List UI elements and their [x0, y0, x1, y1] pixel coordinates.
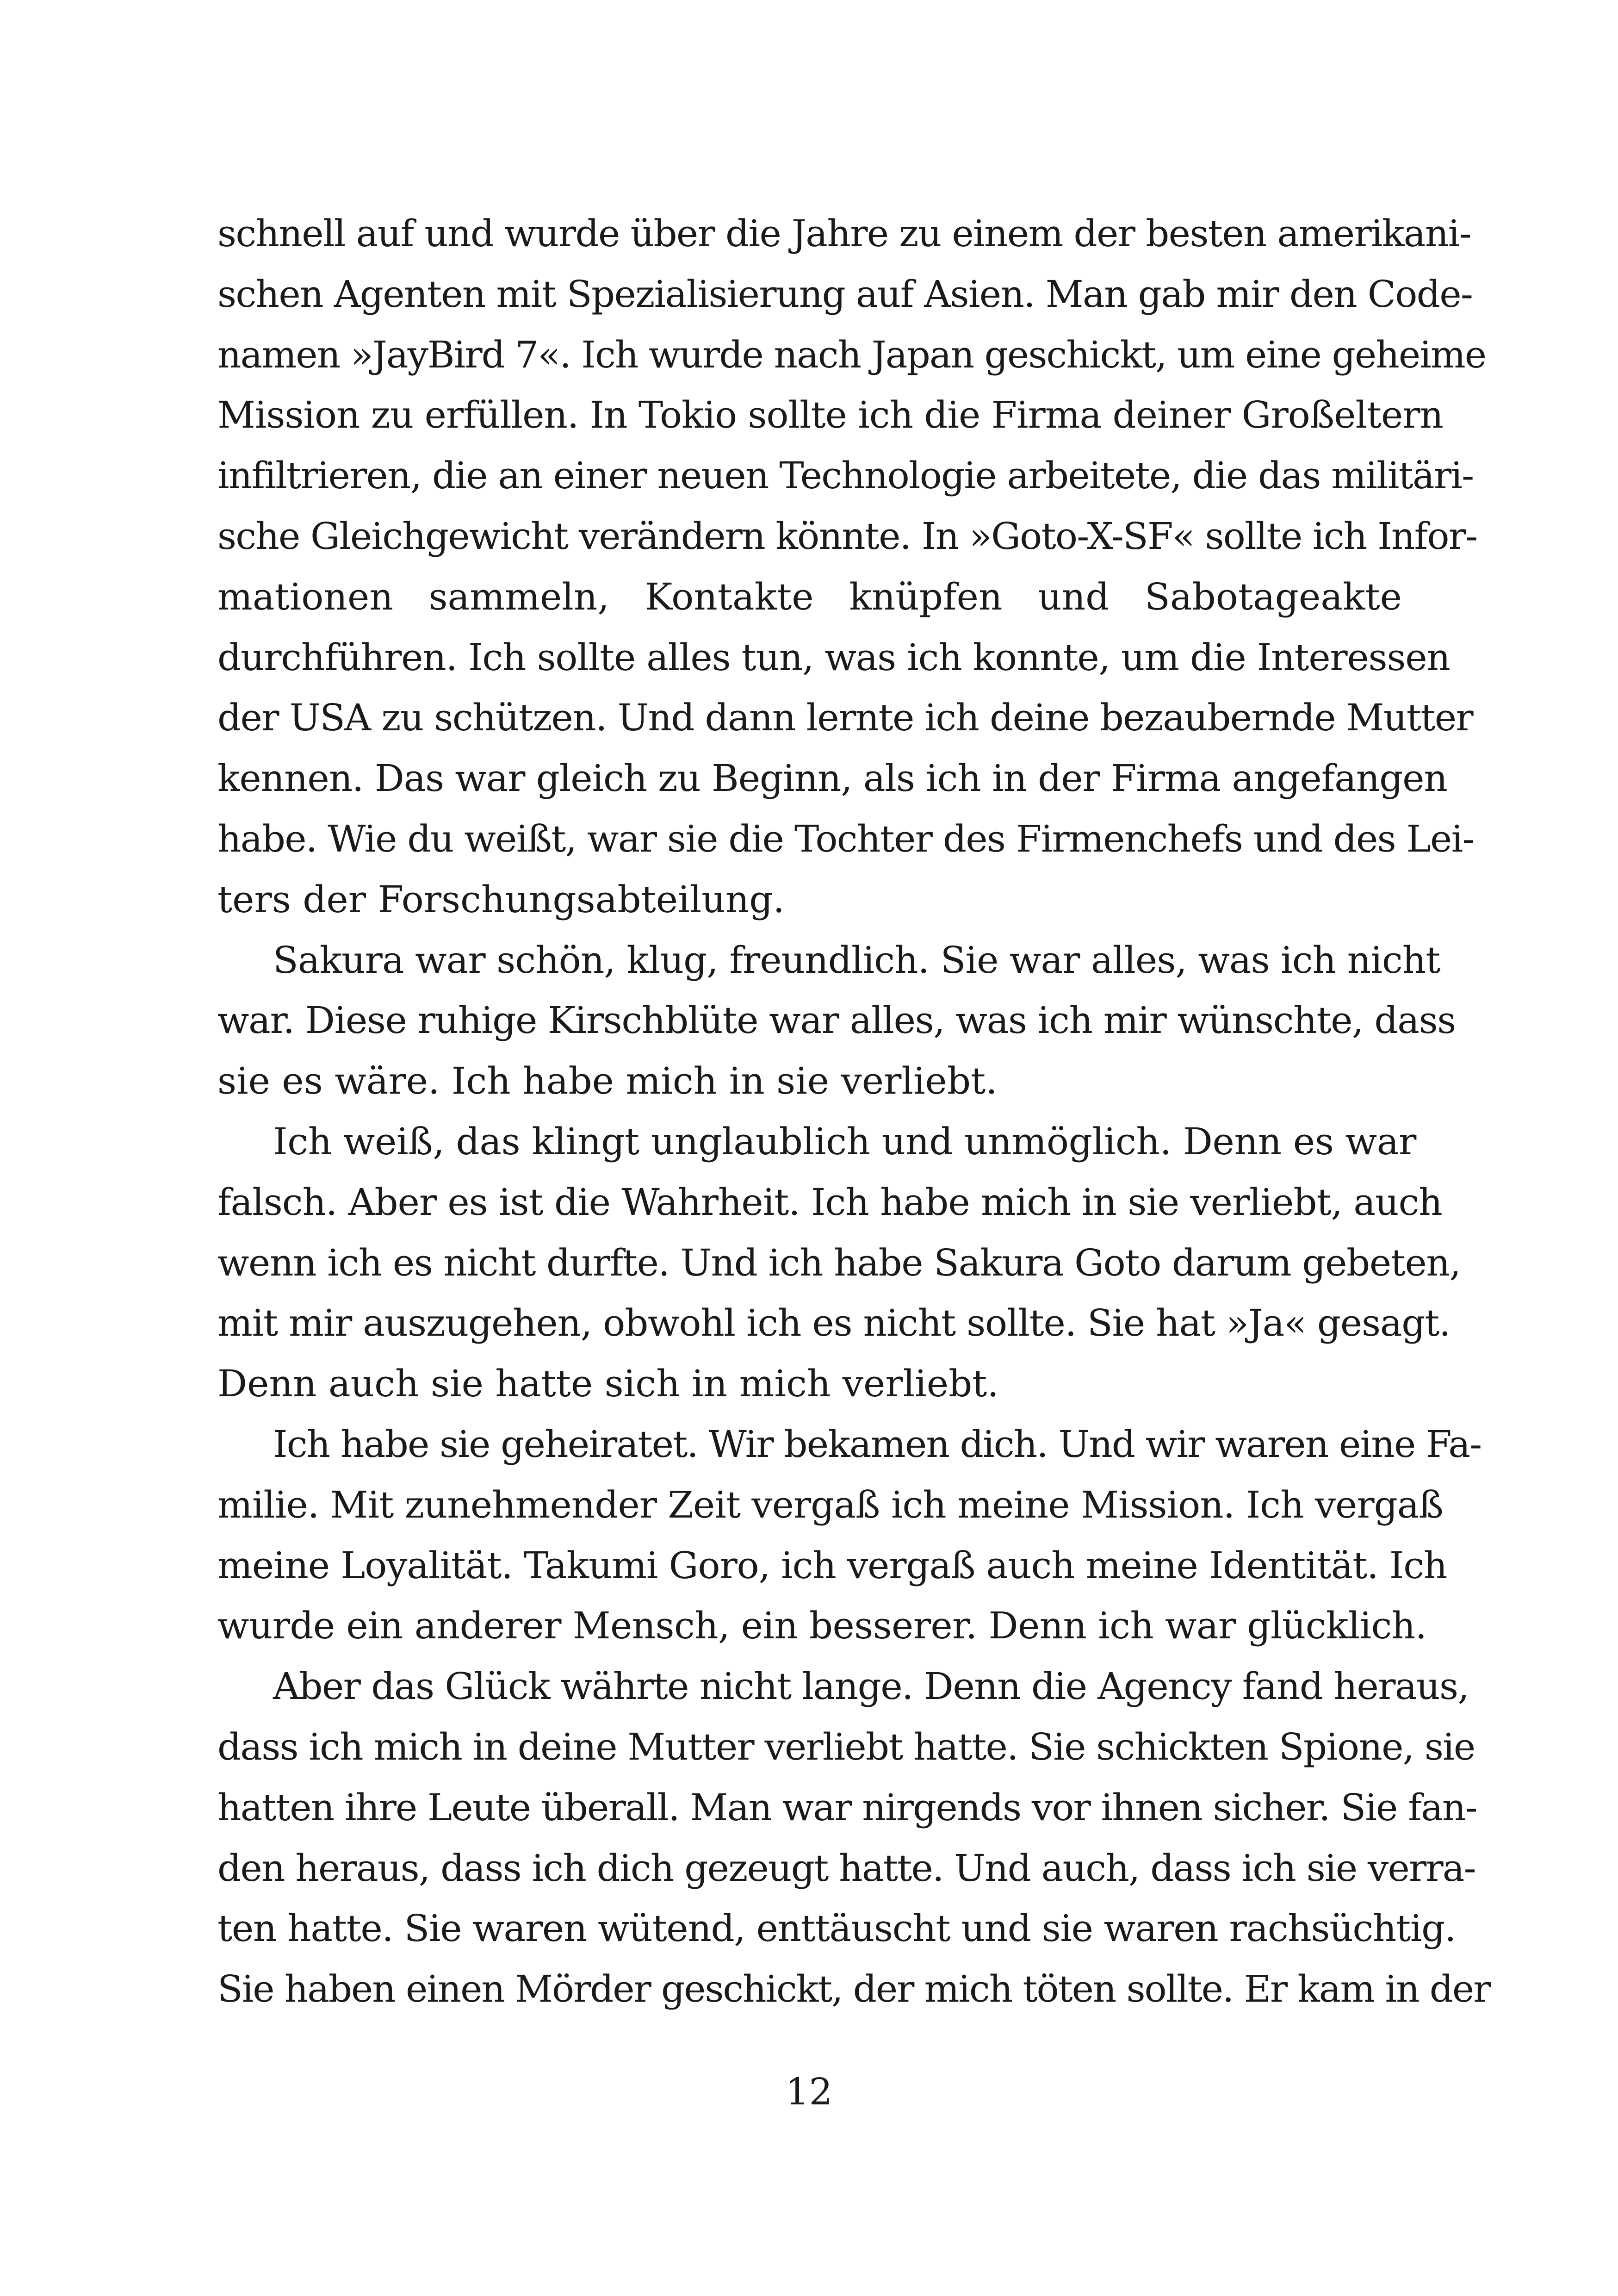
- text-line: milie. Mit zunehmender Zeit vergaß ich meine Mission. Ich vergaß: [217, 1483, 1443, 1526]
- text-line: Sakura war schön, klug, freundlich. Sie war alles, was ich nicht: [273, 938, 1440, 982]
- page-number: 12: [785, 2070, 833, 2113]
- paragraph: [217, 1112, 1461, 1414]
- paragraph: [217, 1656, 1490, 2020]
- text-line: schnell auf und wurde über die Jahre zu einem der besten amerikani-: [217, 212, 1471, 255]
- text-line: schen Agenten mit Spezialisierung auf Asien. Man gab mir den Code-: [217, 272, 1473, 316]
- text-line: der USA zu schützen. Und dann lernte ich deine bezaubernde Mutter: [217, 696, 1473, 740]
- text-line: Denn auch sie hatte sich in mich verliebt.: [217, 1362, 999, 1406]
- text-line: war. Diese ruhige Kirschblüte war alles, was ich mir wünschte, dass: [217, 999, 1456, 1042]
- text-line: ten hatte. Sie waren wütend, enttäuscht und sie waren rachsüchtig.: [217, 1907, 1456, 1950]
- text-line: sie es wäre. Ich habe mich in sie verliebt.: [217, 1059, 998, 1103]
- text-line: meine Loyalität. Takumi Goro, ich vergaß auch meine Identität. Ich: [217, 1543, 1447, 1587]
- text-line: dass ich mich in deine Mutter verliebt hatte. Sie schickten Spione, sie: [217, 1725, 1475, 1768]
- text-line: wenn ich es nicht durfte. Und ich habe Sakura Goto darum gebeten,: [217, 1241, 1461, 1284]
- text-line: mationen sammeln, Kontakte knüpfen und Sabotageakte: [217, 575, 1402, 618]
- text-line: namen »JayBird 7«. Ich wurde nach Japan geschickt, um eine geheime: [217, 333, 1486, 376]
- text-line: kennen. Das war gleich zu Beginn, als ich in der Firma angefangen: [217, 757, 1447, 800]
- text-line: wurde ein anderer Mensch, ein besserer. Denn ich war glücklich.: [217, 1604, 1427, 1648]
- text-line: habe. Wie du weißt, war sie die Tochter des Firmenchefs und des Lei-: [217, 817, 1474, 860]
- text-line: ters der Forschungsabteilung.: [217, 877, 785, 921]
- text-line: Sie haben einen Mörder geschickt, der mich töten sollte. Er kam in der: [217, 1967, 1490, 2011]
- paragraph: [217, 1414, 1482, 1656]
- text-line: mit mir auszugehen, obwohl ich es nicht sollte. Sie hat »Ja« gesagt.: [217, 1301, 1451, 1345]
- text-line: Ich habe sie geheiratet. Wir bekamen dich. Und wir waren eine Fa-: [273, 1422, 1482, 1466]
- text-line: infiltrieren, die an einer neuen Technologie arbeitete, die das militäri-: [217, 454, 1474, 498]
- text-line: durchführen. Ich sollte alles tun, was ich konnte, um die Interessen: [217, 635, 1450, 679]
- body-text: [217, 204, 1490, 2020]
- text-line: Ich weiß, das klingt unglaublich und unmöglich. Denn es war: [273, 1120, 1417, 1163]
- text-line: sche Gleichgewicht verändern könnte. In »Goto-X-SF« sollte ich Infor-: [217, 514, 1477, 558]
- text-line: Aber das Glück währte nicht lange. Denn die Agency fand heraus,: [273, 1665, 1469, 1708]
- text-line: falsch. Aber es ist die Wahrheit. Ich habe mich in sie verliebt, auch: [217, 1180, 1442, 1224]
- paragraph: [217, 204, 1486, 930]
- text-line: den heraus, dass ich dich gezeugt hatte. Und auch, dass ich sie verra-: [217, 1846, 1475, 1890]
- text-line: Mission zu erfüllen. In Tokio sollte ich die Firma deiner Großeltern: [217, 393, 1443, 437]
- paragraph: [217, 930, 1456, 1112]
- text-line: hatten ihre Leute überall. Man war nirgends vor ihnen sicher. Sie fan-: [217, 1786, 1477, 1829]
